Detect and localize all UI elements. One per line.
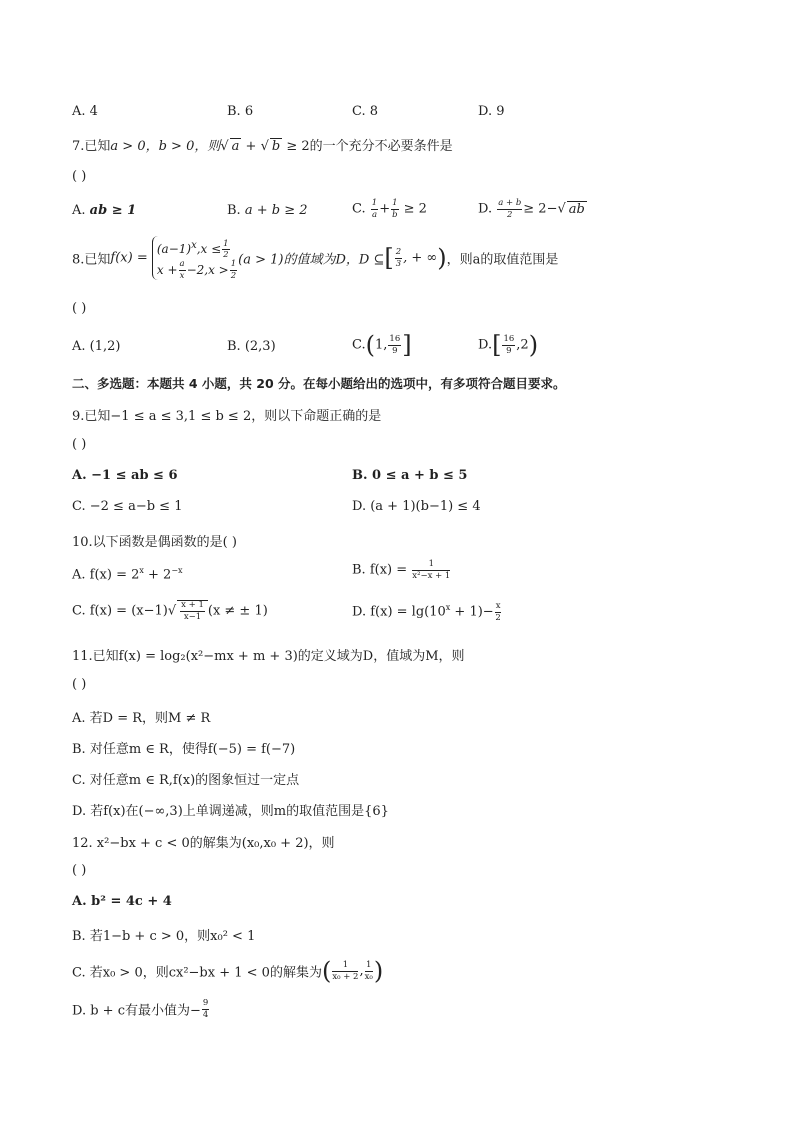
q11-option-b: B. 对任意m ∈ R，使得f(−5) = f(−7) bbox=[72, 742, 296, 757]
q12-option-c: C. 若x₀ > 0，则cx²−bx + 1 < 0的解集为( $\frac{1}{\text{x₀ + 2}}$ , $\frac{1}{\text{x₀}}$ ) bbox=[72, 957, 384, 985]
q7-option-b: B. a + b ≥ 2 bbox=[227, 203, 308, 218]
q12-stem: 12. x²−bx + c < 0的解集为(x₀,x₀ + 2)，则 bbox=[72, 836, 335, 851]
q9-option-d: D. (a + 1)(b−1) ≤ 4 bbox=[352, 499, 481, 514]
q7-answer-paren: ( ) bbox=[72, 169, 87, 184]
q12-option-a: A. b² = 4c + 4 bbox=[72, 894, 172, 909]
q8-option-c: C.(1, $\frac{16}{9}$ ] bbox=[352, 331, 412, 359]
q9-option-c: C. −2 ≤ a−b ≤ 1 bbox=[72, 499, 183, 514]
q10-option-a: A. $f(x) = 2^x + 2^{-x}$ bbox=[72, 566, 183, 583]
q8-piecewise: $(a-1)^x,x$ ≤ $\frac{1}{2}$ x + $\frac{a}{x}$ −2,x > $\frac{1}{2}$ bbox=[152, 236, 238, 280]
q12-option-b: B. 若1−b + c > 0，则x₀² < 1 bbox=[72, 929, 256, 944]
q9-answer-paren: ( ) bbox=[72, 437, 87, 452]
q9-option-a: A. −1 ≤ ab ≤ 6 bbox=[72, 468, 178, 483]
q7-option-a: A. ab ≥ 1 bbox=[72, 203, 137, 218]
q10-option-c: C. f(x) = (x−1)√ $\frac{x + 1}{x-1}$ (x ≠ ± 1) bbox=[72, 600, 268, 622]
q11-option-c: C. 对任意m ∈ R,f(x)的图象恒过一定点 bbox=[72, 773, 300, 788]
q6-option-d: D. 9 bbox=[478, 104, 505, 119]
q12-answer-paren: ( ) bbox=[72, 863, 87, 878]
q8-option-b: B. (2,3) bbox=[227, 339, 276, 354]
q8-option-d: D.[ $\frac{16}{9}$ ,2) bbox=[478, 331, 539, 359]
q6-option-b: B. 6 bbox=[227, 104, 254, 119]
q12-option-d: D. b + c有最小值为− $\frac{9}{4}$ bbox=[72, 998, 209, 1020]
q8-answer-paren: ( ) bbox=[72, 301, 87, 316]
q11-option-a: A. 若D = R，则M ≠ R bbox=[72, 711, 211, 726]
q6-option-a: A. 4 bbox=[72, 104, 98, 119]
q9-option-b: B. 0 ≤ a + b ≤ 5 bbox=[352, 468, 468, 483]
section-2-heading: 二、多选题：本题共 4 小题，共 20 分。在每小题给出的选项中，有多项符合题目要求。 bbox=[72, 376, 566, 391]
q8-option-a: A. (1,2) bbox=[72, 339, 121, 354]
q11-option-d: D. 若f(x)在(−∞,3)上单调递减，则m的取值范围是{6} bbox=[72, 804, 389, 819]
q7-option-d: D. $\frac{a + b}{2}$ ≥ 2−√ ab bbox=[478, 198, 585, 220]
q11-stem: 11.已知f(x) = log₂(x²−mx + m + 3)的定义域为D，值域为M，则 bbox=[72, 649, 465, 664]
q10-option-b: B. f(x) = $\frac{1}{\text{x²−x + 1}}$ bbox=[352, 559, 451, 581]
q11-answer-paren: ( ) bbox=[72, 677, 87, 692]
q8-stem: 8.已知$f(x) = (a-1)^x,x$ ≤ $\frac{1}{2}$ x + $\frac{a}{x}$ −2,x > $\frac{1}{2}$ (a > 1)的值域为D，D ⊆[ $\frac{2}{3}$ , + ∞)，则a的取值范围是 bbox=[72, 236, 558, 280]
q9-stem: 9.已知−1 ≤ a ≤ 3,1 ≤ b ≤ 2，则以下命题正确的是 bbox=[72, 409, 382, 424]
q7-stem: 7.已知a > 0，b > 0，则√ a + √ b ≥ 2的一个充分不必要条件是 bbox=[72, 139, 453, 154]
q7-option-c: C. $\frac{1}{a}$ + $\frac{1}{b}$ ≥ 2 bbox=[352, 198, 427, 220]
q10-stem: 10.以下函数是偶函数的是( ) bbox=[72, 535, 237, 550]
q10-option-d: D. $f(x) = \lg(10^x + 1)-$ $\frac{x}{2}$ bbox=[352, 601, 501, 623]
q6-option-c: C. 8 bbox=[352, 104, 379, 119]
